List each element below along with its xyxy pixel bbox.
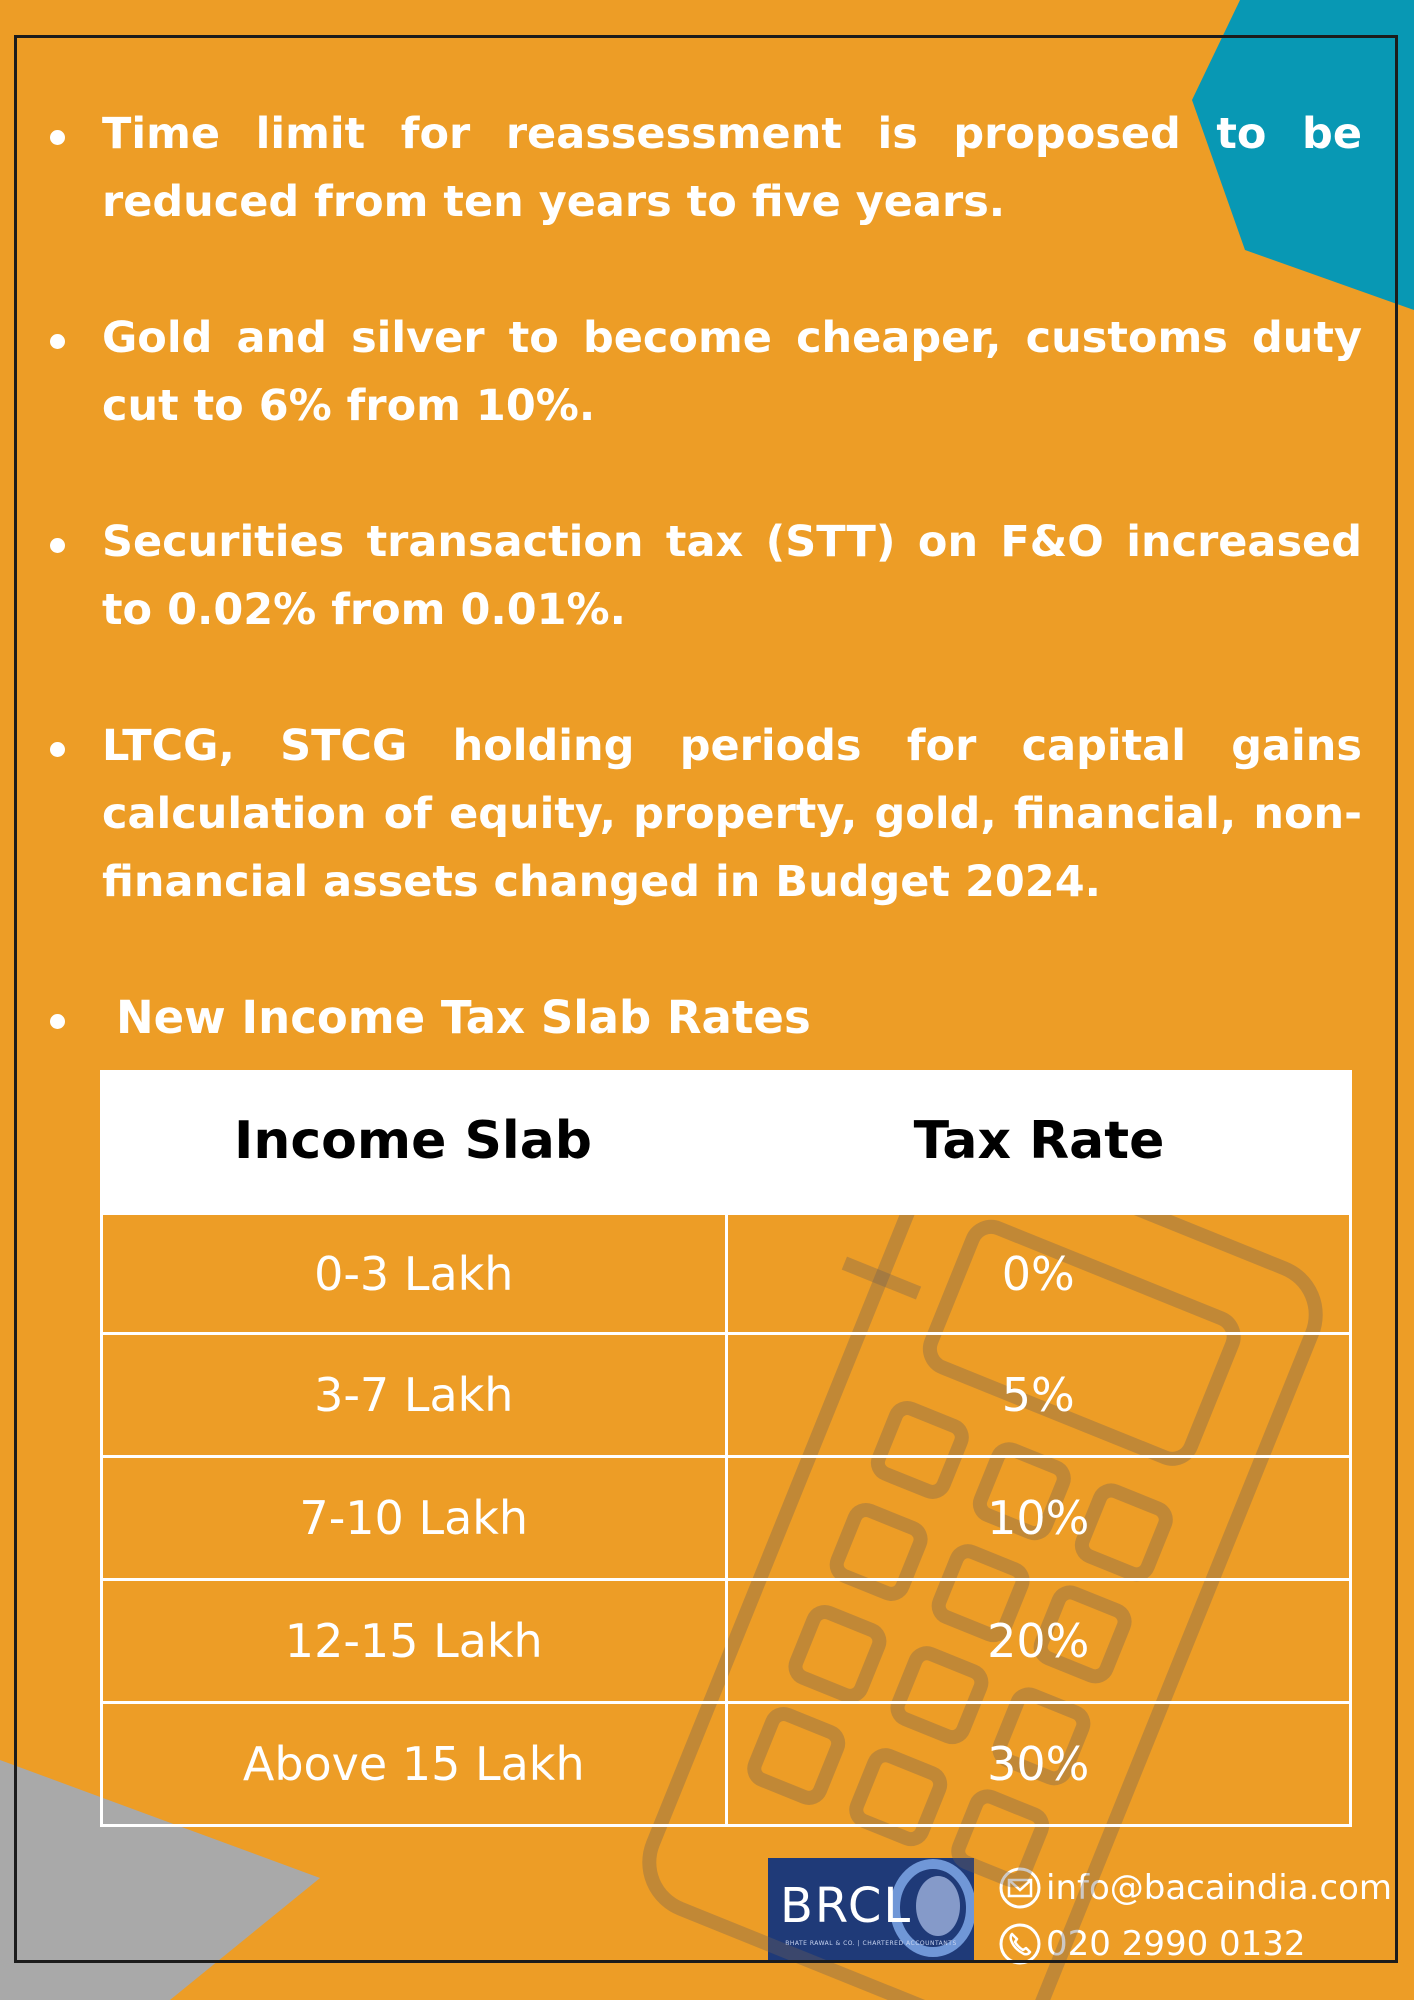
bullet-dot-icon bbox=[50, 1014, 65, 1029]
logo-tagline: BHATE RAWAL & CO. | CHARTERED ACCOUNTANTS bbox=[785, 1940, 957, 1947]
tax-rate-cell: 0% bbox=[1001, 1246, 1075, 1301]
income-slab-cell: 0-3 Lakh bbox=[103, 1215, 728, 1332]
bullet-dot-icon bbox=[50, 334, 65, 349]
table-row bbox=[100, 1212, 1352, 1335]
bullet-dot-icon bbox=[50, 538, 65, 553]
phone-text[interactable]: 020 2990 0132 bbox=[1046, 1924, 1306, 1964]
bullet-item bbox=[50, 712, 1362, 916]
table-row bbox=[100, 1704, 1352, 1827]
logo-text: BRCL bbox=[780, 1878, 913, 1934]
bullet-dot-icon bbox=[50, 742, 65, 757]
tax-rate-cell: 20% bbox=[987, 1614, 1090, 1668]
bullet-item bbox=[50, 984, 1362, 1052]
slab-heading: New Income Tax Slab Rates bbox=[116, 991, 811, 1044]
income-slab-cell: 3-7 Lakh bbox=[103, 1335, 728, 1455]
table-row bbox=[100, 1581, 1352, 1704]
table-row bbox=[100, 1335, 1352, 1458]
bullet-text: Time limit for reassessment is proposed to be reduced from ten years to five years. bbox=[102, 109, 1362, 227]
bullet-text: LTCG, STCG holding periods for capital gains calculation of equity, property, gold, financial, non-financial assets changed in Budget 2024. bbox=[102, 721, 1362, 907]
bullet-dot-icon bbox=[50, 130, 65, 145]
column-header: Income Slab bbox=[233, 1111, 593, 1171]
income-slab-cell: 12-15 Lakh bbox=[103, 1581, 728, 1701]
table-row bbox=[100, 1458, 1352, 1581]
email-text[interactable]: info@bacaindia.com bbox=[1046, 1868, 1392, 1908]
tax-slab-table bbox=[100, 1070, 1352, 1827]
table-header bbox=[100, 1070, 1352, 1212]
income-slab-cell: 7-10 Lakh bbox=[103, 1458, 728, 1578]
bullet-text: Gold and silver to become cheaper, customs duty cut to 6% from 10%. bbox=[102, 313, 1362, 431]
bullet-item bbox=[50, 304, 1362, 440]
column-header: Tax Rate bbox=[913, 1111, 1165, 1171]
bullet-item bbox=[50, 508, 1362, 644]
bullet-text: Securities transaction tax (STT) on F&O increased to 0.02% from 0.01%. bbox=[102, 517, 1362, 635]
bullet-item bbox=[50, 100, 1362, 236]
tax-rate-cell: 30% bbox=[987, 1737, 1090, 1791]
tax-rate-cell: 5% bbox=[1001, 1368, 1075, 1422]
income-slab-cell: Above 15 Lakh bbox=[103, 1704, 728, 1824]
tax-rate-cell: 10% bbox=[987, 1491, 1090, 1545]
